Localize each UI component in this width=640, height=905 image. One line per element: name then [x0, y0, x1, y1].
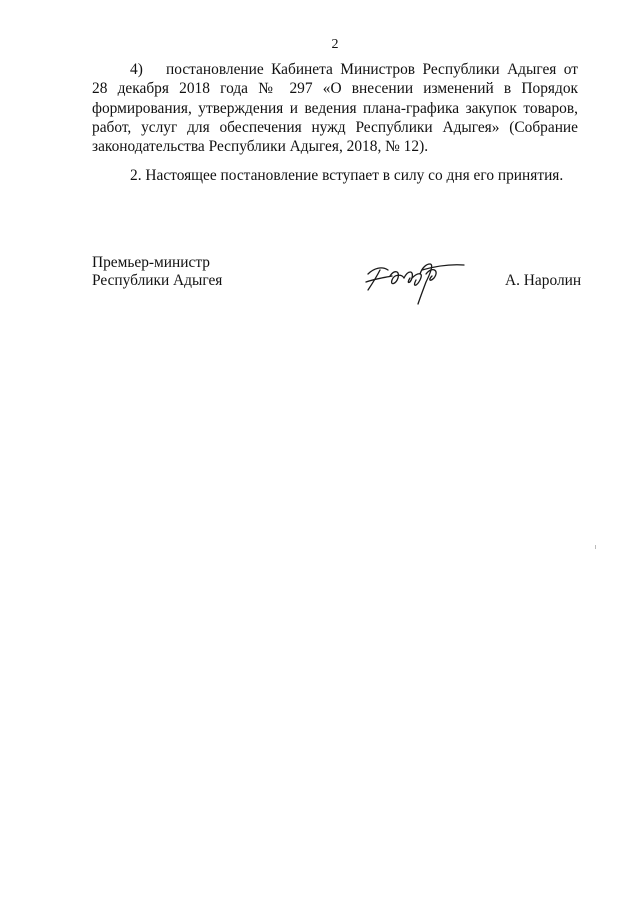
signer-position [92, 254, 222, 290]
page-number: 2 [331, 37, 339, 52]
signer-position-line1: Премьер-министр [92, 254, 210, 271]
list-item-4 [92, 60, 578, 156]
handwritten-signature [360, 252, 470, 308]
signer-name: А. Наролин [505, 272, 582, 289]
scan-speck [595, 545, 596, 549]
clause-effective-date: 2. Настоящее постановление вступает в силу со дня его принятия. [130, 167, 564, 184]
list-item-number: 4) [130, 61, 143, 78]
list-item-text: постановление Кабинета Министров Республики Адыгея от 28 декабря 2018 года № 297 «О внесении изменений в Порядок формирования, утверждения и ведения плана-графика закупок товаров, работ, услуг для обеспечения нужд Республики Адыгея» (Собрание законодательства Республики Адыгея, 2018, № 12). [92, 61, 578, 156]
signer-position-line2: Республики Адыгея [92, 272, 223, 289]
